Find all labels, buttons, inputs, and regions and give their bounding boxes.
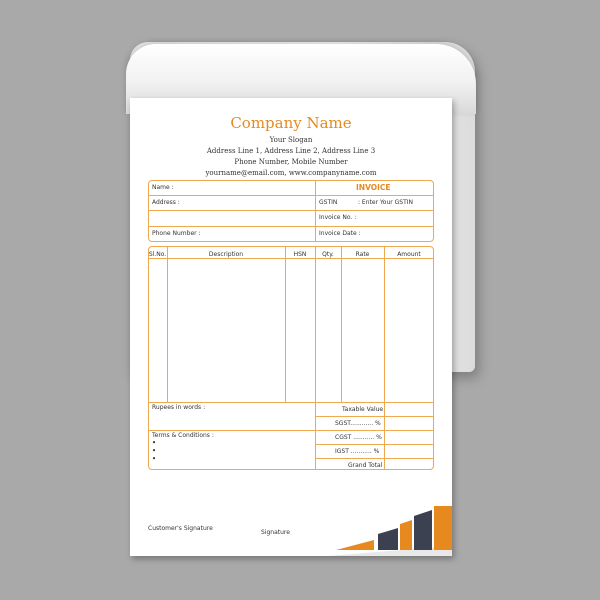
grand-total-label: Grand Total xyxy=(348,462,383,469)
taxable-value-label: Taxable Value xyxy=(342,406,384,413)
invoice-number-label: Invoice No. : xyxy=(319,214,357,221)
address-label: Address : xyxy=(152,199,180,206)
terms-bullet: • xyxy=(152,455,157,463)
col-qty: Qty. xyxy=(322,251,334,258)
authorized-signature-label: Signature xyxy=(261,529,290,536)
gstin-label: GSTIN xyxy=(319,199,338,206)
col-hsn: HSN xyxy=(293,251,307,258)
phone-label: Phone Number : xyxy=(152,230,201,237)
invoice-date-label: Invoice Date : xyxy=(319,230,361,237)
terms-label: Terms & Conditions : xyxy=(152,432,214,439)
rupees-in-words-label: Rupees in words : xyxy=(152,404,206,411)
col-slno: Sl.No. xyxy=(148,251,167,258)
customer-signature-label: Customer's Signature xyxy=(148,525,213,532)
terms-bullet: • xyxy=(152,447,157,455)
col-description: Description xyxy=(208,251,244,258)
name-label: Name : xyxy=(152,184,174,191)
terms-bullet: • xyxy=(152,439,157,447)
cgst-label: CGST ........... % xyxy=(335,434,382,441)
invoice-title: INVOICE xyxy=(356,183,391,192)
company-phone: Phone Number, Mobile Number xyxy=(234,158,348,166)
igst-label: IGST ........... % xyxy=(335,448,380,455)
company-name: Company Name xyxy=(230,114,352,132)
col-amount: Amount xyxy=(397,251,421,258)
gstin-value: : Enter Your GSTIN xyxy=(358,199,414,206)
company-address: Address Line 1, Address Line 2, Address Line 3 xyxy=(206,147,376,155)
col-rate: Rate xyxy=(355,251,370,258)
company-contact: yourname@email.com, www.companyname.com xyxy=(205,169,377,177)
corner-decoration-graphic xyxy=(328,506,452,556)
company-slogan: Your Slogan xyxy=(269,136,313,144)
sgst-label: SGST............ % xyxy=(335,420,381,427)
invoice-sheet xyxy=(130,98,452,556)
